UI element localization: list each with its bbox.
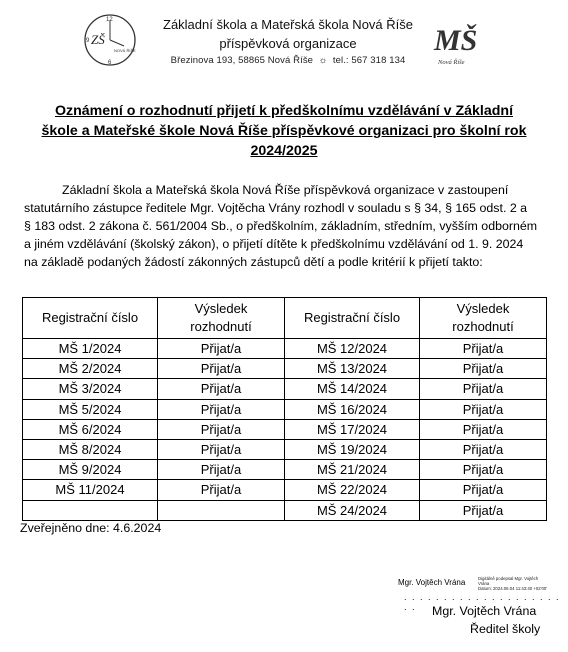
admission-results-table <box>22 297 547 521</box>
result-cell: Přijat/a <box>420 339 547 359</box>
result-cell: Přijat/a <box>420 480 547 500</box>
registration-number-cell: MŠ 16/2024 <box>285 399 420 419</box>
intro-line2: statutárního zástupce ředitele Mgr. Vojtěcha Vrány rozhodl v souladu s § 34, § 165 odst. 2 a <box>24 201 528 215</box>
result-cell: Přijat/a <box>420 399 547 419</box>
intro-line3: § 183 odst. 2 zákona č. 561/2004 Sb., o předškolním, základním, středním, vyšším odborném <box>24 219 538 233</box>
registration-number-cell: MŠ 19/2024 <box>285 439 420 459</box>
result-cell: Přijat/a <box>420 439 547 459</box>
published-date: Zveřejněno dne: 4.6.2024 <box>20 521 162 535</box>
school-clock-logo <box>80 10 142 70</box>
intro-line1: Základní škola a Mateřská škola Nová Říše příspěvková organizace v zastoupení <box>62 183 509 197</box>
registration-number-cell: MŠ 14/2024 <box>285 379 420 399</box>
result-cell: Přijat/a <box>420 359 547 379</box>
svg-text:12: 12 <box>106 17 113 23</box>
title-line3: 2024/2025 <box>250 143 318 159</box>
signature-handwritten-name: Mgr. Vojtěch Vrána <box>398 578 466 587</box>
digital-line1: Digitálně podepsal Mgr. Vojtěch <box>478 576 539 581</box>
header-reg-right: Registrační číslo <box>285 298 420 339</box>
table-row <box>23 379 547 399</box>
sun-icon: ☼ <box>315 55 331 66</box>
address-text: Březinova 193, 58865 Nová Říše <box>170 55 314 66</box>
registration-number-cell: MŠ 6/2024 <box>23 419 158 439</box>
registration-number-cell: MŠ 1/2024 <box>23 339 158 359</box>
organization-name <box>138 15 438 53</box>
registration-number-cell: MŠ 24/2024 <box>285 500 420 520</box>
signatory-role: Ředitel školy <box>470 622 541 636</box>
registration-number-cell <box>23 500 158 520</box>
table-body <box>23 339 547 521</box>
result-cell: Přijat/a <box>158 399 285 419</box>
result-cell: Přijat/a <box>420 460 547 480</box>
signature-dots: . . . . . . . . . . . . . . . . . . . . . . <box>404 592 561 612</box>
table-row <box>23 419 547 439</box>
title-line2: škole a Mateřské škole Nová Říše příspěvkové organizaci pro školní rok <box>41 123 527 139</box>
result-cell: Přijat/a <box>158 439 285 459</box>
table-row <box>23 359 547 379</box>
intro-paragraph <box>24 181 544 271</box>
organization-address <box>138 55 438 66</box>
org-name-line1: Základní škola a Mateřská škola Nová Říše <box>163 17 413 32</box>
registration-number-cell: MŠ 22/2024 <box>285 480 420 500</box>
table-row <box>23 399 547 419</box>
registration-number-cell: MŠ 12/2024 <box>285 339 420 359</box>
svg-text:ZŠ: ZŠ <box>91 32 105 47</box>
svg-text:9: 9 <box>86 38 90 44</box>
digital-line2: Vrána <box>478 581 490 586</box>
registration-number-cell: MŠ 9/2024 <box>23 460 158 480</box>
svg-text:NOVÁ ŘÍŠE: NOVÁ ŘÍŠE <box>114 48 136 53</box>
table-row <box>23 439 547 459</box>
result-cell: Přijat/a <box>158 359 285 379</box>
title-line1: Oznámení o rozhodnutí přijetí k předškolnímu vzdělávání v Základní <box>54 103 514 119</box>
registration-number-cell: MŠ 8/2024 <box>23 439 158 459</box>
result-cell: Přijat/a <box>158 419 285 439</box>
table-row <box>23 500 547 520</box>
header-reg-left: Registrační číslo <box>23 298 158 339</box>
result-cell: Přijat/a <box>158 480 285 500</box>
registration-number-cell: MŠ 21/2024 <box>285 460 420 480</box>
registration-number-cell: MŠ 17/2024 <box>285 419 420 439</box>
result-cell: Přijat/a <box>420 419 547 439</box>
result-cell: Přijat/a <box>420 379 547 399</box>
kindergarten-logo <box>432 14 482 70</box>
signatory-name: Mgr. Vojtěch Vrána <box>432 604 537 618</box>
registration-number-cell: MŠ 13/2024 <box>285 359 420 379</box>
result-cell: Přijat/a <box>158 339 285 359</box>
registration-number-cell: MŠ 5/2024 <box>23 399 158 419</box>
table-header-row <box>23 298 547 339</box>
document-title <box>24 101 544 161</box>
intro-line5: na základě podaných žádostí zákonných zástupců dětí a podle kritérií k přijetí takto: <box>24 255 483 269</box>
org-name-line2: příspěvková organizace <box>219 36 357 51</box>
registration-number-cell: MŠ 11/2024 <box>23 480 158 500</box>
digital-signature-stamp <box>478 576 550 591</box>
intro-line4: a jiném vzdělávání (školský zákon), o přijetí dítěte k předškolnímu vzdělávání od 1. 9. 2024 <box>24 237 524 251</box>
table-row <box>23 480 547 500</box>
svg-text:MŠ: MŠ <box>434 24 478 57</box>
phone-text: tel.: 567 318 134 <box>332 55 406 66</box>
table-row <box>23 460 547 480</box>
digital-line3: Datum: 2024.06.04 11:43:40 +02'00' <box>478 586 548 591</box>
registration-number-cell: MŠ 3/2024 <box>23 379 158 399</box>
svg-text:Nová Říše: Nová Říše <box>438 59 465 66</box>
header-result-right: Výsledek rozhodnutí <box>420 298 547 339</box>
registration-number-cell: MŠ 2/2024 <box>23 359 158 379</box>
result-cell: Přijat/a <box>420 500 547 520</box>
table-row <box>23 339 547 359</box>
result-cell: Přijat/a <box>158 379 285 399</box>
header-result-left: Výsledek rozhodnutí <box>158 298 285 339</box>
result-cell: Přijat/a <box>158 460 285 480</box>
result-cell <box>158 500 285 520</box>
svg-text:6: 6 <box>108 60 112 66</box>
